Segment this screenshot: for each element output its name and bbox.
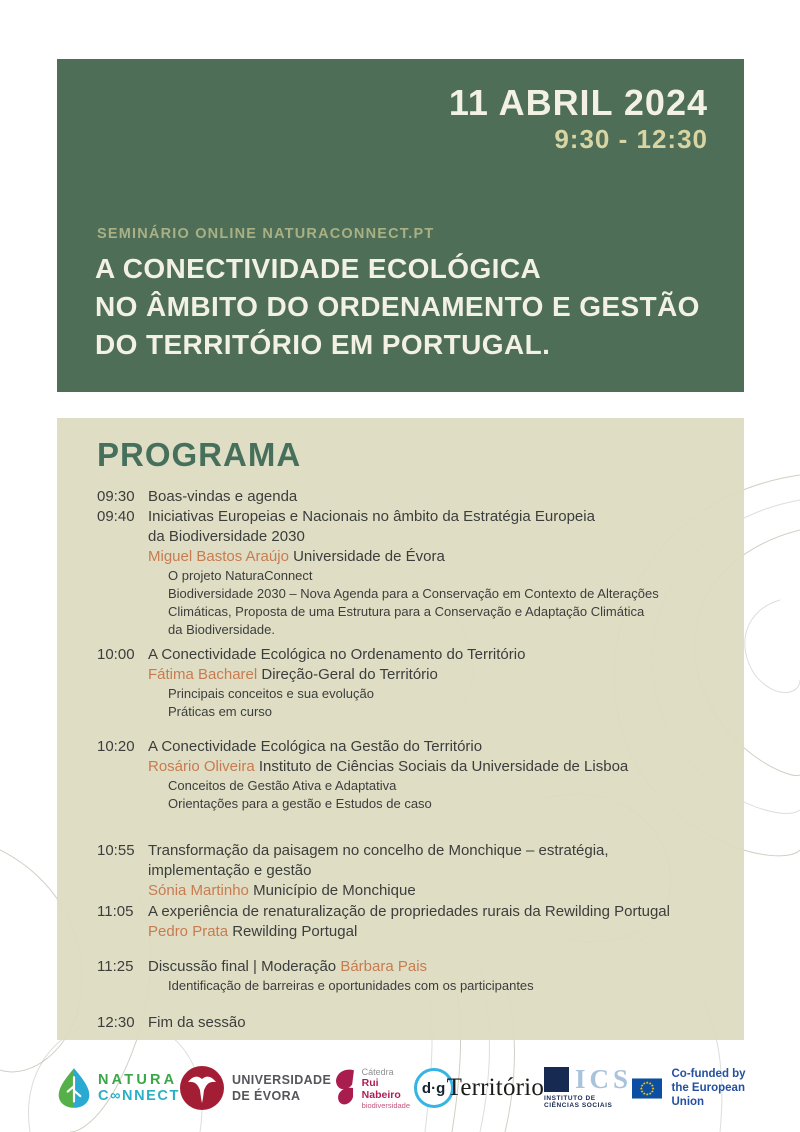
program-item-title-line: Discussão final | Moderação Bárbara Pais [148,958,428,975]
program-heading: PROGRAMA [97,436,302,473]
naturaconnect-logo [56,1067,180,1109]
program-item-time: 10:20 [97,738,135,755]
program-item-detail-line: Identificação de barreiras e oportunidades com os participantes [168,978,534,993]
event-title-line: DO TERRITÓRIO EM PORTUGAL. [95,329,551,360]
universidade-evora-logo [180,1066,331,1110]
catedra-line1: Cátedra [361,1066,394,1077]
program-item [97,841,718,901]
program-item-title-line: A Conectividade Ecológica na Gestão do Território [148,738,483,755]
catedra-rui-nabeiro-logo [331,1066,413,1110]
program-item-speaker: Rosário Oliveira Instituto de Ciências Sociais da Universidade de Lisboa [148,758,629,775]
program-item-title-line: Iniciativas Europeias e Nacionais no âmbito da Estratégia Europeia [148,508,595,525]
program-item [97,902,718,942]
program-item-content [148,841,718,901]
program-item-detail-line: Conceitos de Gestão Ativa e Adaptativa [168,778,397,793]
catedra-line2: Rui Nabeiro [361,1076,401,1101]
series-label: SEMINÁRIO ONLINE NATURACONNECT.PT [97,226,435,242]
program-item-title-line: A experiência de renaturalização de propriedades rurais da Rewilding Portugal [148,903,670,920]
event-date [449,83,708,155]
partner-logos-bar [56,1050,747,1126]
program-item-title-line: da Biodiversidade 2030 [148,528,305,545]
program-item-speaker: Miguel Bastos Araújo Universidade de Évora [148,548,445,565]
event-time: 9:30 - 12:30 [554,124,708,154]
program-item-time: 11:05 [97,903,134,920]
program-item-time: 09:30 [97,488,135,505]
program-item-content [148,487,718,507]
program-item-content [148,1013,718,1033]
header-banner [57,59,744,392]
ics-square-icon [544,1067,569,1092]
eu-cofunded-line2: the European Union [671,1082,745,1108]
program-item-speaker: Fátima Bacharel Direção-Geral do Território [148,666,438,683]
program-item-time: 09:40 [97,508,135,525]
program-item [97,957,718,995]
program-item-content [148,737,718,813]
dgterritorio-dg-text: d·g [421,1079,446,1097]
eu-cofunded-logo [632,1067,747,1109]
program-item [97,737,718,813]
program-item-detail-line: O projeto NaturaConnect [168,568,313,583]
program-item [97,507,718,639]
uevora-line2: DE ÉVORA [231,1089,301,1103]
uevora-line1: UNIVERSIDADE [231,1073,332,1087]
program-item-detail-line: Biodiversidade 2030 – Nova Agenda para a Conservação em Contexto de Alterações [168,586,659,601]
event-date-text: 11 ABRIL 2024 [448,82,708,123]
eu-cofunded-line1: Co-funded by [671,1068,746,1080]
naturaconnect-word-connect: C∞NNECT [98,1088,180,1104]
program-item-title-line: Fim da sessão [148,1014,246,1031]
program-item-speaker: Sónia Martinho Município de Monchique [148,882,416,899]
program-item-detail-line: Climáticas, Proposta de uma Estrutura para a Conservação e Adaptação Climática [168,604,645,619]
universidade-evora-emblem-icon [180,1066,224,1110]
program-item-title-line: Boas-vindas e agenda [148,488,298,505]
program-item-time: 10:55 [97,842,135,859]
program-panel [57,418,744,1040]
ics-logo [544,1064,633,1109]
naturaconnect-word-natura: NATURA [98,1072,178,1088]
dgterritorio-logo [414,1068,544,1108]
program-item-content [148,957,718,995]
program-item-title-line: Transformação da paisagem no concelho de Monchique – estratégia, [148,842,609,859]
event-title-line: A CONECTIVIDADE ECOLÓGICA [95,253,542,284]
speaker-name: Miguel Bastos Araújo [148,548,289,565]
program-item-detail-line: Práticas em curso [168,704,273,719]
program-item-content [148,902,718,942]
speaker-name: Sónia Martinho [148,882,249,899]
moderator-name: Bárbara Pais [340,958,428,975]
program-item [97,487,718,507]
program-item-title-line: implementação e gestão [148,862,312,879]
speaker-name: Rosário Oliveira [148,758,255,775]
program-item-detail-line: Orientações para a gestão e Estudos de caso [168,796,432,811]
program-item-speaker: Pedro Prata Rewilding Portugal [148,923,358,940]
eu-flag-icon [632,1074,662,1103]
program-item-title-line: A Conectividade Ecológica no Ordenamento do Território [148,646,526,663]
program-item [97,1013,718,1033]
catedra-line3: biodiversidade [361,1100,411,1110]
program-list [97,487,718,1040]
event-title-line: NO ÂMBITO DO ORDENAMENTO E GESTÃO [95,291,700,322]
dgterritorio-wordmark: Território [446,1074,545,1101]
ics-acronym: ICS [575,1064,633,1094]
program-item-content [148,507,718,639]
program-item [97,645,718,721]
speaker-name: Fátima Bacharel [148,666,258,683]
program-item-content [148,645,718,721]
catedra-butterfly-icon [331,1066,357,1110]
program-item-time: 10:00 [97,646,135,663]
program-item-detail-line: Principais conceitos e sua evolução [168,686,374,701]
program-item-time: 12:30 [97,1014,135,1031]
ics-caption: INSTITUTO DE CIÊNCIAS SOCIAIS [544,1095,613,1109]
program-item-time: 11:25 [97,958,134,975]
naturaconnect-leaf-icon [56,1067,92,1109]
program-item-detail-line: da Biodiversidade. [168,622,275,637]
speaker-name: Pedro Prata [148,923,229,940]
event-title [95,250,700,364]
